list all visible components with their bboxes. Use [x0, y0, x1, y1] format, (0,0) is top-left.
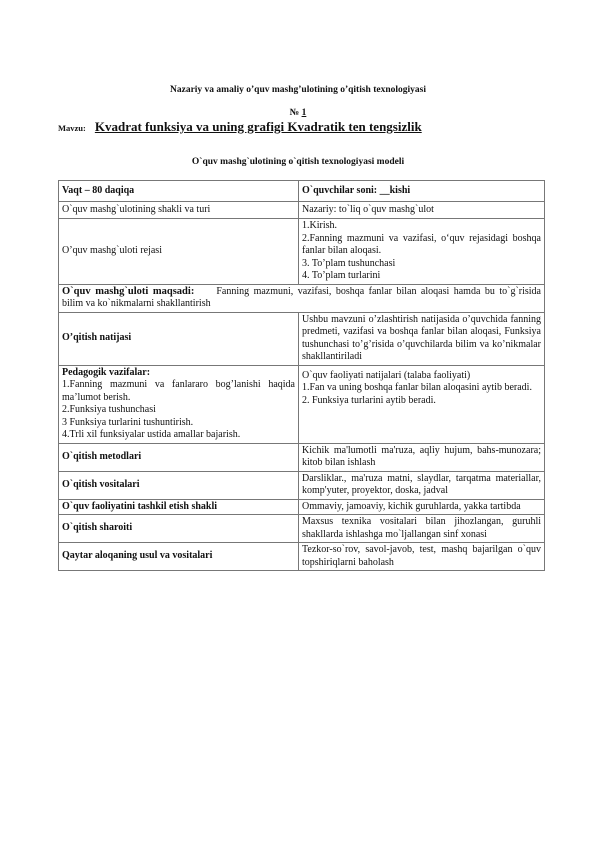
topic-label: Mavzu:	[58, 123, 86, 133]
tools-label-cell: O`qitish vositalari	[59, 471, 299, 499]
feedback-label-cell: Qaytar aloqaning usul va vositalari	[59, 543, 299, 571]
lesson-number	[0, 108, 596, 118]
organization-label-cell: O`quv faoliyatini tashkil etish shakli	[59, 499, 299, 515]
form-label-cell: O`quv mashg`ulotining shakli va turi	[59, 202, 299, 219]
feedback-value-cell: Tezkor-so`rov, savol-javob, test, mashq bajarilgan o`quv topshiriqlarni baholash	[299, 543, 545, 571]
plan-items-cell	[299, 219, 545, 285]
aim-label: O`quv mashg`uloti maqsadi:	[62, 285, 195, 297]
plan-item: 3. To’plam tushunchasi	[302, 257, 396, 269]
table-row	[59, 219, 545, 285]
methods-value-cell: Kichik ma'lumotli ma'ruza, aqliy hujum, bahs-munozara; kitob bilan ishlash	[299, 443, 545, 471]
plan-label-cell: O’quv mashg`uloti rejasi	[59, 219, 299, 285]
form-value-cell: Nazariy: to`liq o`quv mashg`ulot	[299, 202, 545, 219]
document-header-title: Nazariy va amaliy o’quv mashg’ulotining o’qitish texnologiyasi	[170, 85, 426, 95]
methods-label-cell: O`qitish metodlari	[59, 443, 299, 471]
time-cell: Vaqt – 80 daqiqa	[59, 181, 299, 202]
lesson-model-table	[58, 180, 545, 571]
activity-results-cell	[299, 365, 545, 443]
conditions-label-cell: O`qitish sharoiti	[59, 515, 299, 543]
topic-text: Kvadrat funksiya va uning grafigi Kvadratik ten tengsizlik	[94, 119, 422, 134]
result-label-cell: O’qitish natijasi	[59, 312, 299, 365]
result-text-cell: Ushbu mavzuni o’zlashtirish natijasida o’quvchida fanning predmeti, vazifasi va boshqa fanlar bilan aloqasi, Funksiya tushunchasi to’g’risida o’quvchilarda bilim va ko’nikmalar shakllantiriladi	[299, 312, 545, 365]
activity-results-title: O`quv faoliyati natijalari (talaba faoliyati)	[302, 369, 471, 381]
table-row	[59, 202, 545, 219]
pedagogic-tasks-cell	[59, 365, 299, 443]
table-row	[59, 515, 545, 543]
number-value: 1	[301, 108, 307, 118]
pedagogic-tasks-title: Pedagogik vazifalar:	[62, 366, 151, 378]
activity-result-item: 1.Fan va uning boshqa fanlar bilan aloqasini aytib beradi.	[302, 382, 532, 393]
table-row	[59, 365, 545, 443]
table-row	[59, 181, 545, 202]
pedagogic-task-item: 1.Fanning mazmuni va fanlararo bog’lanishi haqida ma’lumot berish.	[62, 379, 295, 403]
table-row	[59, 499, 545, 515]
pedagogic-task-item: 3 Funksiya turlarini tushuntirish.	[62, 416, 194, 428]
table-row	[59, 312, 545, 365]
tools-value-cell: Darsliklar., ma'ruza matni, slaydlar, tarqatma materiallar, komp'yuter, proyektor, doska, jadval	[299, 471, 545, 499]
table-row	[59, 543, 545, 571]
plan-item: 4. To’plam turlarini	[302, 270, 381, 281]
students-cell: O`quvchilar soni: __kishi	[299, 181, 545, 202]
plan-item: 2.Fanning mazmuni va vazifasi, o‘quv rejasidagi boshqa fanlar bilan aloqasi.	[302, 232, 541, 256]
table-row	[59, 443, 545, 471]
number-sign: №	[289, 108, 300, 118]
topic-line	[58, 118, 578, 136]
table-row	[59, 284, 545, 312]
aim-text: Fanning mazmuni, vazifasi, boshqa fanlar bilan aloqasi hamda bu to`g`risida bilim va ko`nikmalarni shakllantirish	[62, 285, 541, 309]
pedagogic-task-item: 2.Funksiya tushunchasi	[62, 404, 156, 415]
table-row	[59, 471, 545, 499]
organization-value-cell: Ommaviy, jamoaviy, kichik guruhlarda, yakka tartibda	[299, 499, 545, 515]
pedagogic-task-item: 4.Trli xil funksiyalar ustida amallar bajarish.	[62, 429, 241, 440]
plan-item: 1.Kirish.	[302, 220, 337, 231]
model-title: O`quv mashg`ulotining o`qitish texnologiyasi modeli	[191, 157, 405, 167]
conditions-value-cell: Maxsus texnika vositalari bilan jihozlangan, guruhli shakllarda ishlashga mo`ljallangan sinf xonasi	[299, 515, 545, 543]
activity-result-item: 2. Funksiya turlarini aytib beradi.	[302, 394, 436, 406]
aim-cell	[59, 284, 545, 312]
